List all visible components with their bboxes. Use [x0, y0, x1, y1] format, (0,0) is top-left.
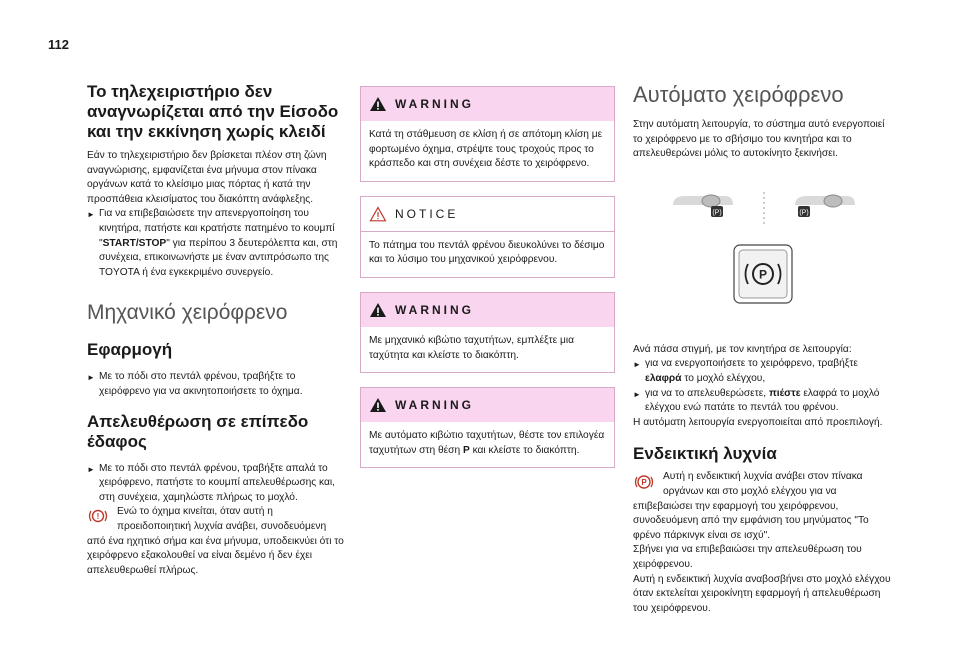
release-step	[633, 387, 895, 416]
release-text-c: ελαφρά το μοχλό ελέγχου ενώ πατάτε το πεντάλ του φρένου.	[645, 387, 880, 414]
release-note	[87, 505, 347, 578]
warning-text-3	[369, 429, 606, 458]
automatic-brake-title: Αυτόματο χειρόφρενο	[633, 82, 844, 107]
lamp-text-3: Αυτή η ενδεικτική λυχνία αναβοσβήνει στο μοχλό ελέγχου όταν εκτελείται χειροκίνητη εφαρμογή ή απελευθέρωση του χειρόφρενου.	[633, 573, 891, 614]
warning-box-header	[361, 293, 614, 327]
warning-triangle-icon	[369, 397, 387, 413]
warning-box-header	[361, 388, 614, 422]
svg-text:P: P	[758, 267, 768, 282]
notice-text: Το πάτημα του πεντάλ φρένου διευκολύνει το δέσιμο και το λύσιμο του μηχανικού χειρόφρενου.	[369, 239, 605, 266]
lamp-text-1-content: Αυτή η ενδεικτική λυχνία ανάβει στον πίνακα οργάνων και στο μοχλό ελέγχου για να επιβεβαιώσει την εφαρμογή του χειρόφρενου, συνοδευόμενη από την εμφάνιση του μηνύματος "Το φρένο πάρκινγκ είναι σε ισχύ".	[633, 471, 869, 541]
remote-step	[87, 207, 347, 280]
lamp-heading: Ενδεικτική λυχνία	[633, 444, 777, 464]
warning-box-2	[360, 292, 615, 373]
parking-brake-icon	[633, 473, 655, 491]
lamp-text-2: Σβήνει για να επιβεβαιώσει την απελευθέρωση του χειρόφρενου.	[633, 544, 862, 570]
warning-label: WARNING	[395, 97, 474, 111]
warning-text-3a: Με αυτόματο κιβώτιο ταχυτήτων, θέστε τον επιλογέα ταχυτήτων στη θέση	[369, 430, 605, 456]
apply-heading: Εφαρμογή	[87, 340, 173, 360]
illustrations	[633, 178, 895, 333]
release-note-text: Ενώ το όχημα κινείται, όταν αυτή η προειδοποιητική λυχνία ανάβει, συνοδευόμενη από ένα ηχητικό σήμα και ένα μήνυμα, υποδεικνύει ότι το χειρόφρενο εξακολουθεί να είναι δεμένο ή δεν έχει απελευθερωθεί πλήρως.	[87, 506, 344, 576]
release-text-a: για να το απελευθερώσετε,	[645, 387, 769, 399]
page-number: 112	[48, 37, 69, 52]
svg-text:P: P	[641, 478, 647, 488]
manual-intro: Ανά πάσα στιγμή, με τον κινητήρα σε λειτουργία:	[633, 343, 852, 355]
svg-text:(P): (P)	[712, 209, 722, 217]
manual-brake-title: Μηχανικό χειρόφρενο	[87, 301, 288, 325]
warning-triangle-icon	[369, 96, 387, 112]
notice-box-header	[361, 197, 614, 232]
start-stop-label: START/STOP	[102, 237, 167, 249]
svg-text:!: !	[96, 512, 100, 522]
warning-text-3c: και κλείστε το διακόπτη.	[469, 444, 580, 456]
remote-step-text-a: Για να επιβεβαιώσετε την απενεργοποίηση του κινητήρα, πατήστε και κρατήστε πατημένο το κουμπί "	[99, 208, 335, 249]
brake-warning-lamp-icon	[87, 508, 109, 524]
gear-p-label: P	[462, 444, 470, 456]
warning-label: WARNING	[395, 398, 474, 413]
automatic-intro: Στην αυτόματη λειτουργία, το σύστημα αυτό ενεργοποιεί το χειρόφρενο με το σβήσιμο του κινητήρα και το απελευθερώνει μόλις το αυτοκίνητο ξεκινήσει.	[633, 119, 885, 160]
activate-text-c: το μοχλό ελέγχου,	[681, 372, 766, 384]
lamp-text-1	[633, 470, 895, 543]
default-note: Η αυτόματη λειτουργία ενεργοποιείται από προεπιλογή.	[633, 416, 883, 428]
notice-label: NOTICE	[395, 206, 459, 221]
release-text: ► Με το πόδι στο πεντάλ φρένου, τραβήξτε απαλά το χειρόφρενο, πατήστε το κουμπί απελευθέρωσης και, στη συνέχεια, χαμηλώστε πλήρως το μοχλό.	[87, 462, 347, 506]
notice-box	[360, 196, 615, 278]
remote-step-text-c: " για περίπου 3 δευτερόλεπτα και, στη συνέχεια, επικοινωνήστε με έναν αντιπρόσωπο της TOYOTA ή ένα εγκεκριμένο συνεργείο.	[99, 237, 338, 278]
release-heading: Απελευθέρωση σε επίπεδο έδαφος	[87, 411, 309, 451]
remote-intro-text: Εάν το τηλεχειριστήριο δεν βρίσκεται πλέον στη ζώνη αναγνώρισης, εμφανίζεται ένα μήνυμα στον πίνακα οργάνων κατά το κλείσιμο μιας πόρτας ή κατά την προσπάθεια κλεισίματος του διακόπτη ανάφλεξης.	[87, 150, 327, 205]
column-3	[633, 82, 895, 616]
column-1	[87, 82, 347, 578]
activate-text-a: για να ενεργοποιήσετε το χειρόφρενο, τραβήξτε	[645, 358, 858, 370]
svg-text:(P): (P)	[799, 209, 809, 217]
notice-triangle-icon	[369, 206, 387, 222]
activate-emphasis: ελαφρά	[645, 372, 682, 384]
column-2	[360, 86, 615, 482]
warning-box-header	[361, 87, 614, 121]
warning-label: WARNING	[395, 302, 474, 317]
warning-triangle-icon	[369, 302, 387, 318]
warning-box-3	[360, 387, 615, 468]
warning-box-1	[360, 86, 615, 182]
warning-text-1: Κατά τη στάθμευση σε κλίση ή σε απότομη κλίση με φορτωμένο όχημα, στρέψτε τους τροχούς προς το κράσπεδο και στη συνέχεια δέστε το χειρόφρενο.	[369, 129, 603, 170]
apply-text: ► Με το πόδι στο πεντάλ φρένου, τραβήξτε το χειρόφρενο για να ακινητοποιήσετε το όχημα.	[87, 370, 347, 399]
release-emphasis: πιέστε	[768, 387, 801, 399]
warning-text-2: Με μηχανικό κιβώτιο ταχυτήτων, εμπλέξτε μια ταχύτητα και κλείστε το διακόπτη.	[369, 334, 575, 361]
parking-brake-illustration	[633, 178, 895, 333]
remote-not-detected-heading: Το τηλεχειριστήριο δεν αναγνωρίζεται από την Είσοδο και την εκκίνηση χωρίς κλειδί	[87, 82, 339, 141]
activate-step	[633, 357, 895, 386]
